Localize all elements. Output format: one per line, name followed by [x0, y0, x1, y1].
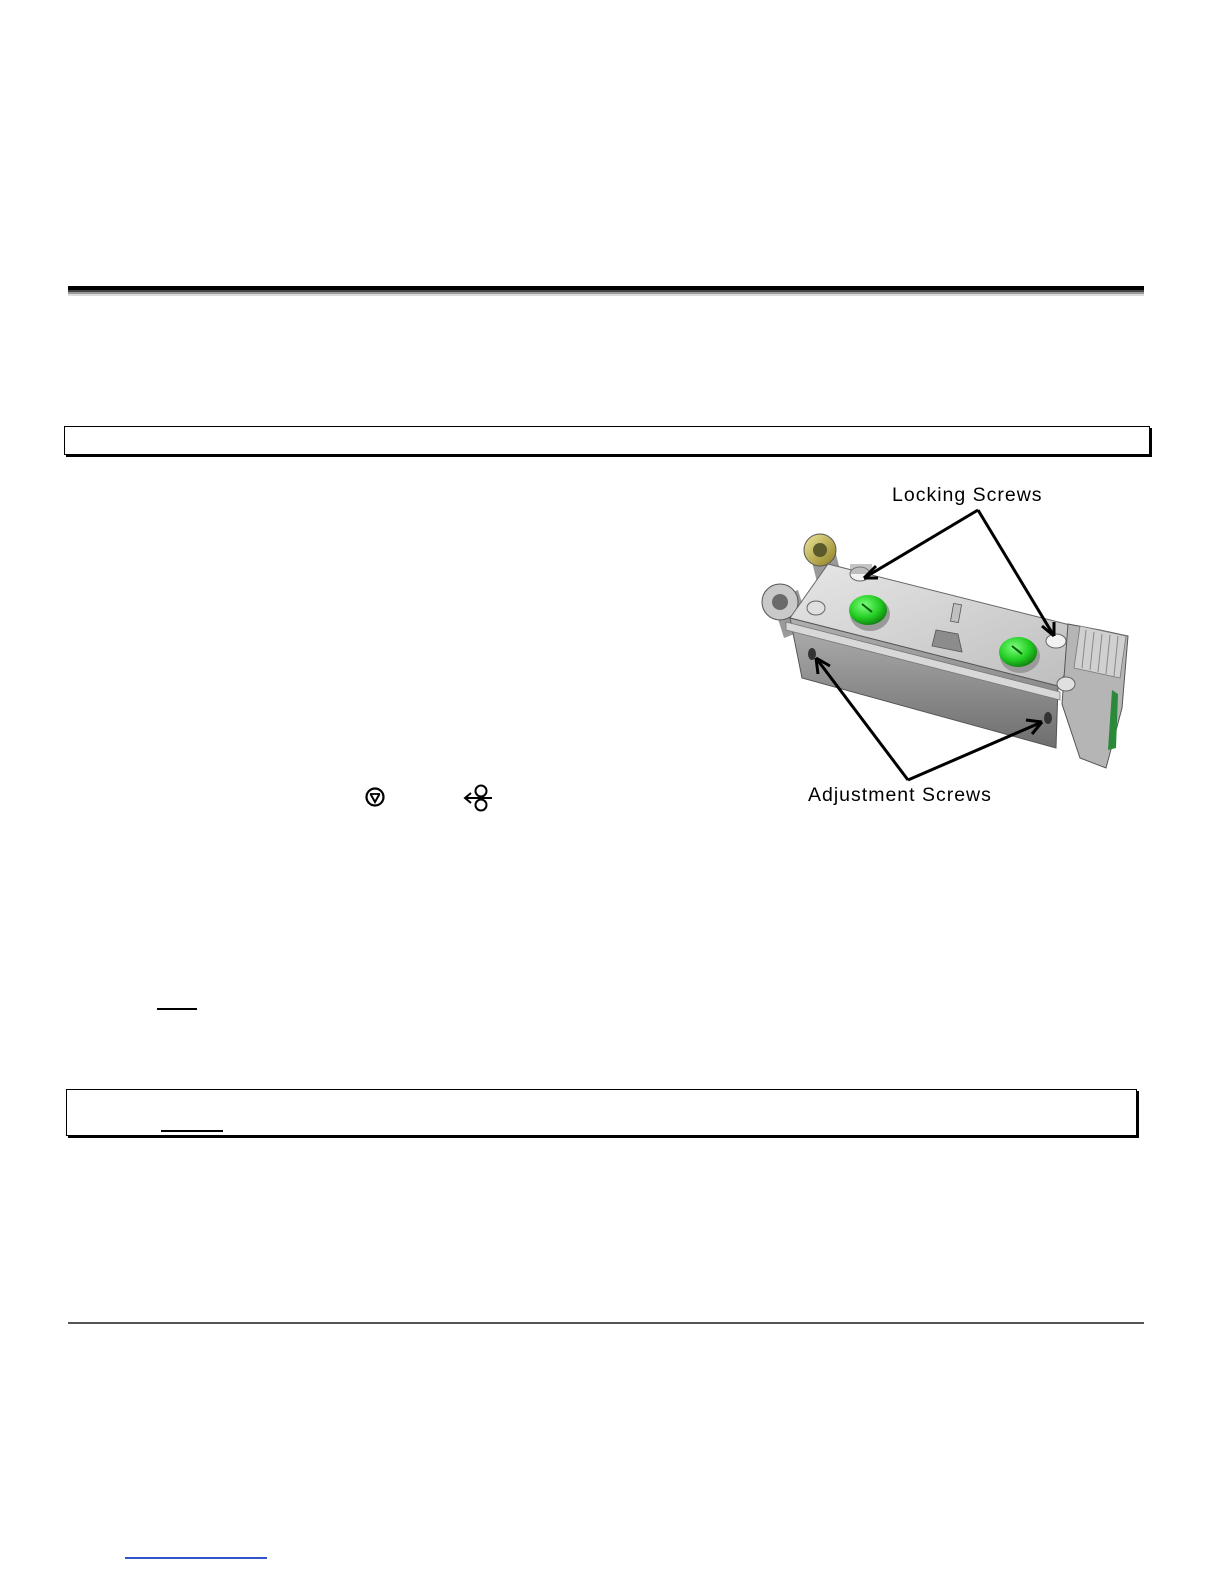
- head-symbol-icon: [364, 786, 386, 808]
- printhead-figure: [750, 478, 1140, 818]
- footer-rule: [68, 1322, 1144, 1324]
- emphasis-underline: [157, 1008, 197, 1010]
- footer-link-underline[interactable]: [125, 1557, 267, 1559]
- header-rule: [68, 286, 1144, 296]
- locking-screws-label: Locking Screws: [892, 484, 1043, 506]
- section-heading-box: [64, 426, 1150, 455]
- ribbon-symbol-icon: [462, 783, 494, 813]
- note-box: [66, 1089, 1137, 1136]
- adjustment-screw-right: [1044, 712, 1052, 724]
- end-cap: [1062, 624, 1128, 768]
- locking-screw-right: [1046, 634, 1066, 648]
- note-underline: [161, 1130, 223, 1132]
- adjustment-screws-label: Adjustment Screws: [808, 784, 992, 806]
